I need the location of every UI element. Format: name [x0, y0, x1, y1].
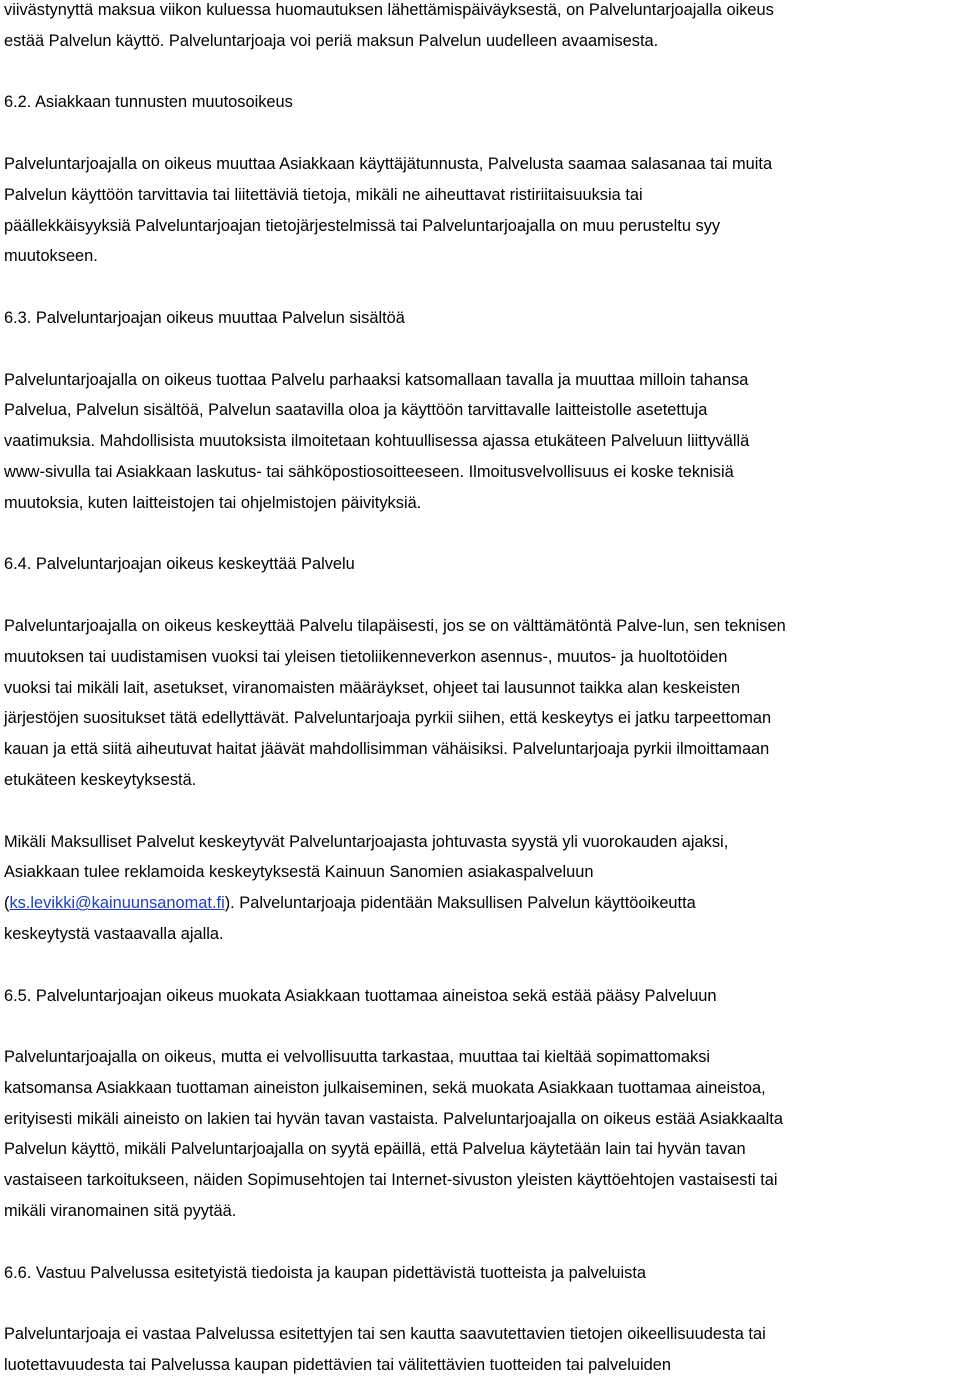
text-line: www-sivulla tai Asiakkaan laskutus- tai sähköpostiosoitteeseen. Ilmoitusvelvollisuus ei koske teknisiä: [4, 462, 734, 481]
text-line: Palveluntarjoajalla on oikeus tuottaa Palvelu parhaaksi katsomallaan tavalla ja muuttaa milloin tahansa: [4, 370, 749, 389]
text-line: estää Palvelun käyttö. Palveluntarjoaja voi periä maksun Palvelun uudelleen avaamisesta.: [4, 31, 659, 50]
section-6-2-paragraph: [4, 149, 956, 272]
customer-service-email-link[interactable]: ks.levikki@kainuunsanomat.fi: [9, 894, 225, 913]
text-line: katsomansa Asiakkaan tuottaman aineiston julkaiseminen, sekä muokata Asiakkaan tuottamaa aineistoa,: [4, 1078, 766, 1097]
text-line-with-link: [4, 888, 956, 919]
section-6-4-paragraph-2: [4, 827, 956, 950]
text-line: vuoksi tai mikäli lait, asetukset, viranomaisten määräykset, ohjeet tai lausunnot taikka alan keskeisten: [4, 678, 741, 697]
section-heading-6-3: 6.3. Palveluntarjoajan oikeus muuttaa Palvelun sisältöä: [4, 308, 405, 327]
text-line: kauan ja että siitä aiheutuvat haitat jäävät mahdollisimman vähäisiksi. Palveluntarjoaja pyrkii ilmoittamaan: [4, 740, 770, 759]
document-page: [4, 0, 956, 1381]
text-line: vastaiseen tarkoitukseen, näiden Sopimusehtojen tai Internet-sivuston yleisten käyttöehtojen vastaisesti tai: [4, 1171, 778, 1190]
section-heading-6-5: 6.5. Palveluntarjoajan oikeus muokata Asiakkaan tuottamaa aineistoa sekä estää pääsy Palveluun: [4, 986, 717, 1005]
text-line: Palvelun käyttö, mikäli Palveluntarjoajalla on syytä epäillä, että Palvelua käytetään lain tai hyvän tavan: [4, 1140, 746, 1159]
text-line: etukäteen keskeytyksestä.: [4, 770, 197, 789]
section-heading-6-4: 6.4. Palveluntarjoajan oikeus keskeyttää Palvelu: [4, 555, 355, 574]
paren-open: (: [4, 894, 10, 913]
intro-paragraph: [4, 0, 956, 57]
text-line: erityisesti mikäli aineisto on lakien tai hyvän tavan vastaista. Palveluntarjoajalla on oikeus estää Asiakkaalta: [4, 1109, 783, 1128]
section-6-3-paragraph: [4, 365, 956, 519]
text-line: mikäli viranomainen sitä pyytää.: [4, 1202, 237, 1221]
text-line: Palvelun käyttöön tarvittavia tai liitettäviä tietoja, mikäli ne aiheuttavat ristiriitaisuuksia tai: [4, 185, 643, 204]
text-line: Palveluntarjoajalla on oikeus, mutta ei velvollisuutta tarkastaa, muuttaa tai kieltää sopimattomaksi: [4, 1048, 711, 1067]
text-line: Asiakkaan tulee reklamoida keskeytyksestä Kainuun Sanomien asiakaspalveluun: [4, 863, 594, 882]
text-line: viivästynyttä maksua viikon kuluessa huomautuksen lähettämispäiväyksestä, on Palveluntarjoajalla oikeus: [4, 1, 774, 19]
text-line: Mikäli Maksulliset Palvelut keskeytyvät Palveluntarjoajasta johtuvasta syystä yli vuorokauden ajaksi,: [4, 832, 729, 851]
text-line: järjestöjen suositukset tätä edellyttävät. Palveluntarjoaja pyrkii siihen, että keskeytys ei jatku tarpeettoman: [4, 709, 772, 728]
section-6-5-paragraph: [4, 1042, 956, 1227]
text-line: Palveluntarjoajalla on oikeus keskeyttää Palvelu tilapäisesti, jos se on välttämätöntä Palve-lun, sen teknisen: [4, 616, 786, 635]
section-6-6-paragraph: [4, 1319, 956, 1381]
text-line: Palveluntarjoajalla on oikeus muuttaa Asiakkaan käyttäjätunnusta, Palvelusta saamaa salasanaa tai muita: [4, 154, 773, 173]
text-line: vaatimuksia. Mahdollisista muutoksista ilmoitetaan kohtuullisessa ajassa etukäteen Palveluun liittyvällä: [4, 432, 750, 451]
text-line: Palveluntarjoaja ei vastaa Palvelussa esitettyjen tai sen kautta saavutettavien tietojen oikeellisuudesta tai: [4, 1325, 766, 1344]
section-heading-6-6: 6.6. Vastuu Palvelussa esitetyistä tiedoista ja kaupan pidettävistä tuotteista ja palveluista: [4, 1263, 647, 1282]
text-line: muutokseen.: [4, 247, 98, 266]
text-line: Palvelua, Palvelun sisältöä, Palvelun saatavilla oloa ja käyttöön tarvittavalle laitteistolle asetettuja: [4, 401, 708, 420]
text-line: päällekkäisyyksiä Palveluntarjoajan tietojärjestelmissä tai Palveluntarjoajalla on muu perusteltu syy: [4, 216, 721, 235]
text-after-email: ). Palveluntarjoaja pidentään Maksullisen Palvelun käyttöoikeutta: [224, 894, 696, 913]
text-line: muutoksia, kuten laitteistojen tai ohjelmistojen päivityksiä.: [4, 493, 422, 512]
text-line: luotettavuudesta tai Palvelussa kaupan pidettävien tai välitettävien tuotteiden tai palveluiden: [4, 1356, 672, 1375]
text-line: keskeytystä vastaavalla ajalla.: [4, 924, 224, 943]
text-line: muutoksen tai uudistamisen vuoksi tai yleisen tietoliikenneverkon asennus-, muutos- ja huoltotöiden: [4, 647, 728, 666]
section-heading-6-2: 6.2. Asiakkaan tunnusten muutosoikeus: [4, 93, 293, 112]
section-6-4-paragraph-1: [4, 611, 956, 796]
